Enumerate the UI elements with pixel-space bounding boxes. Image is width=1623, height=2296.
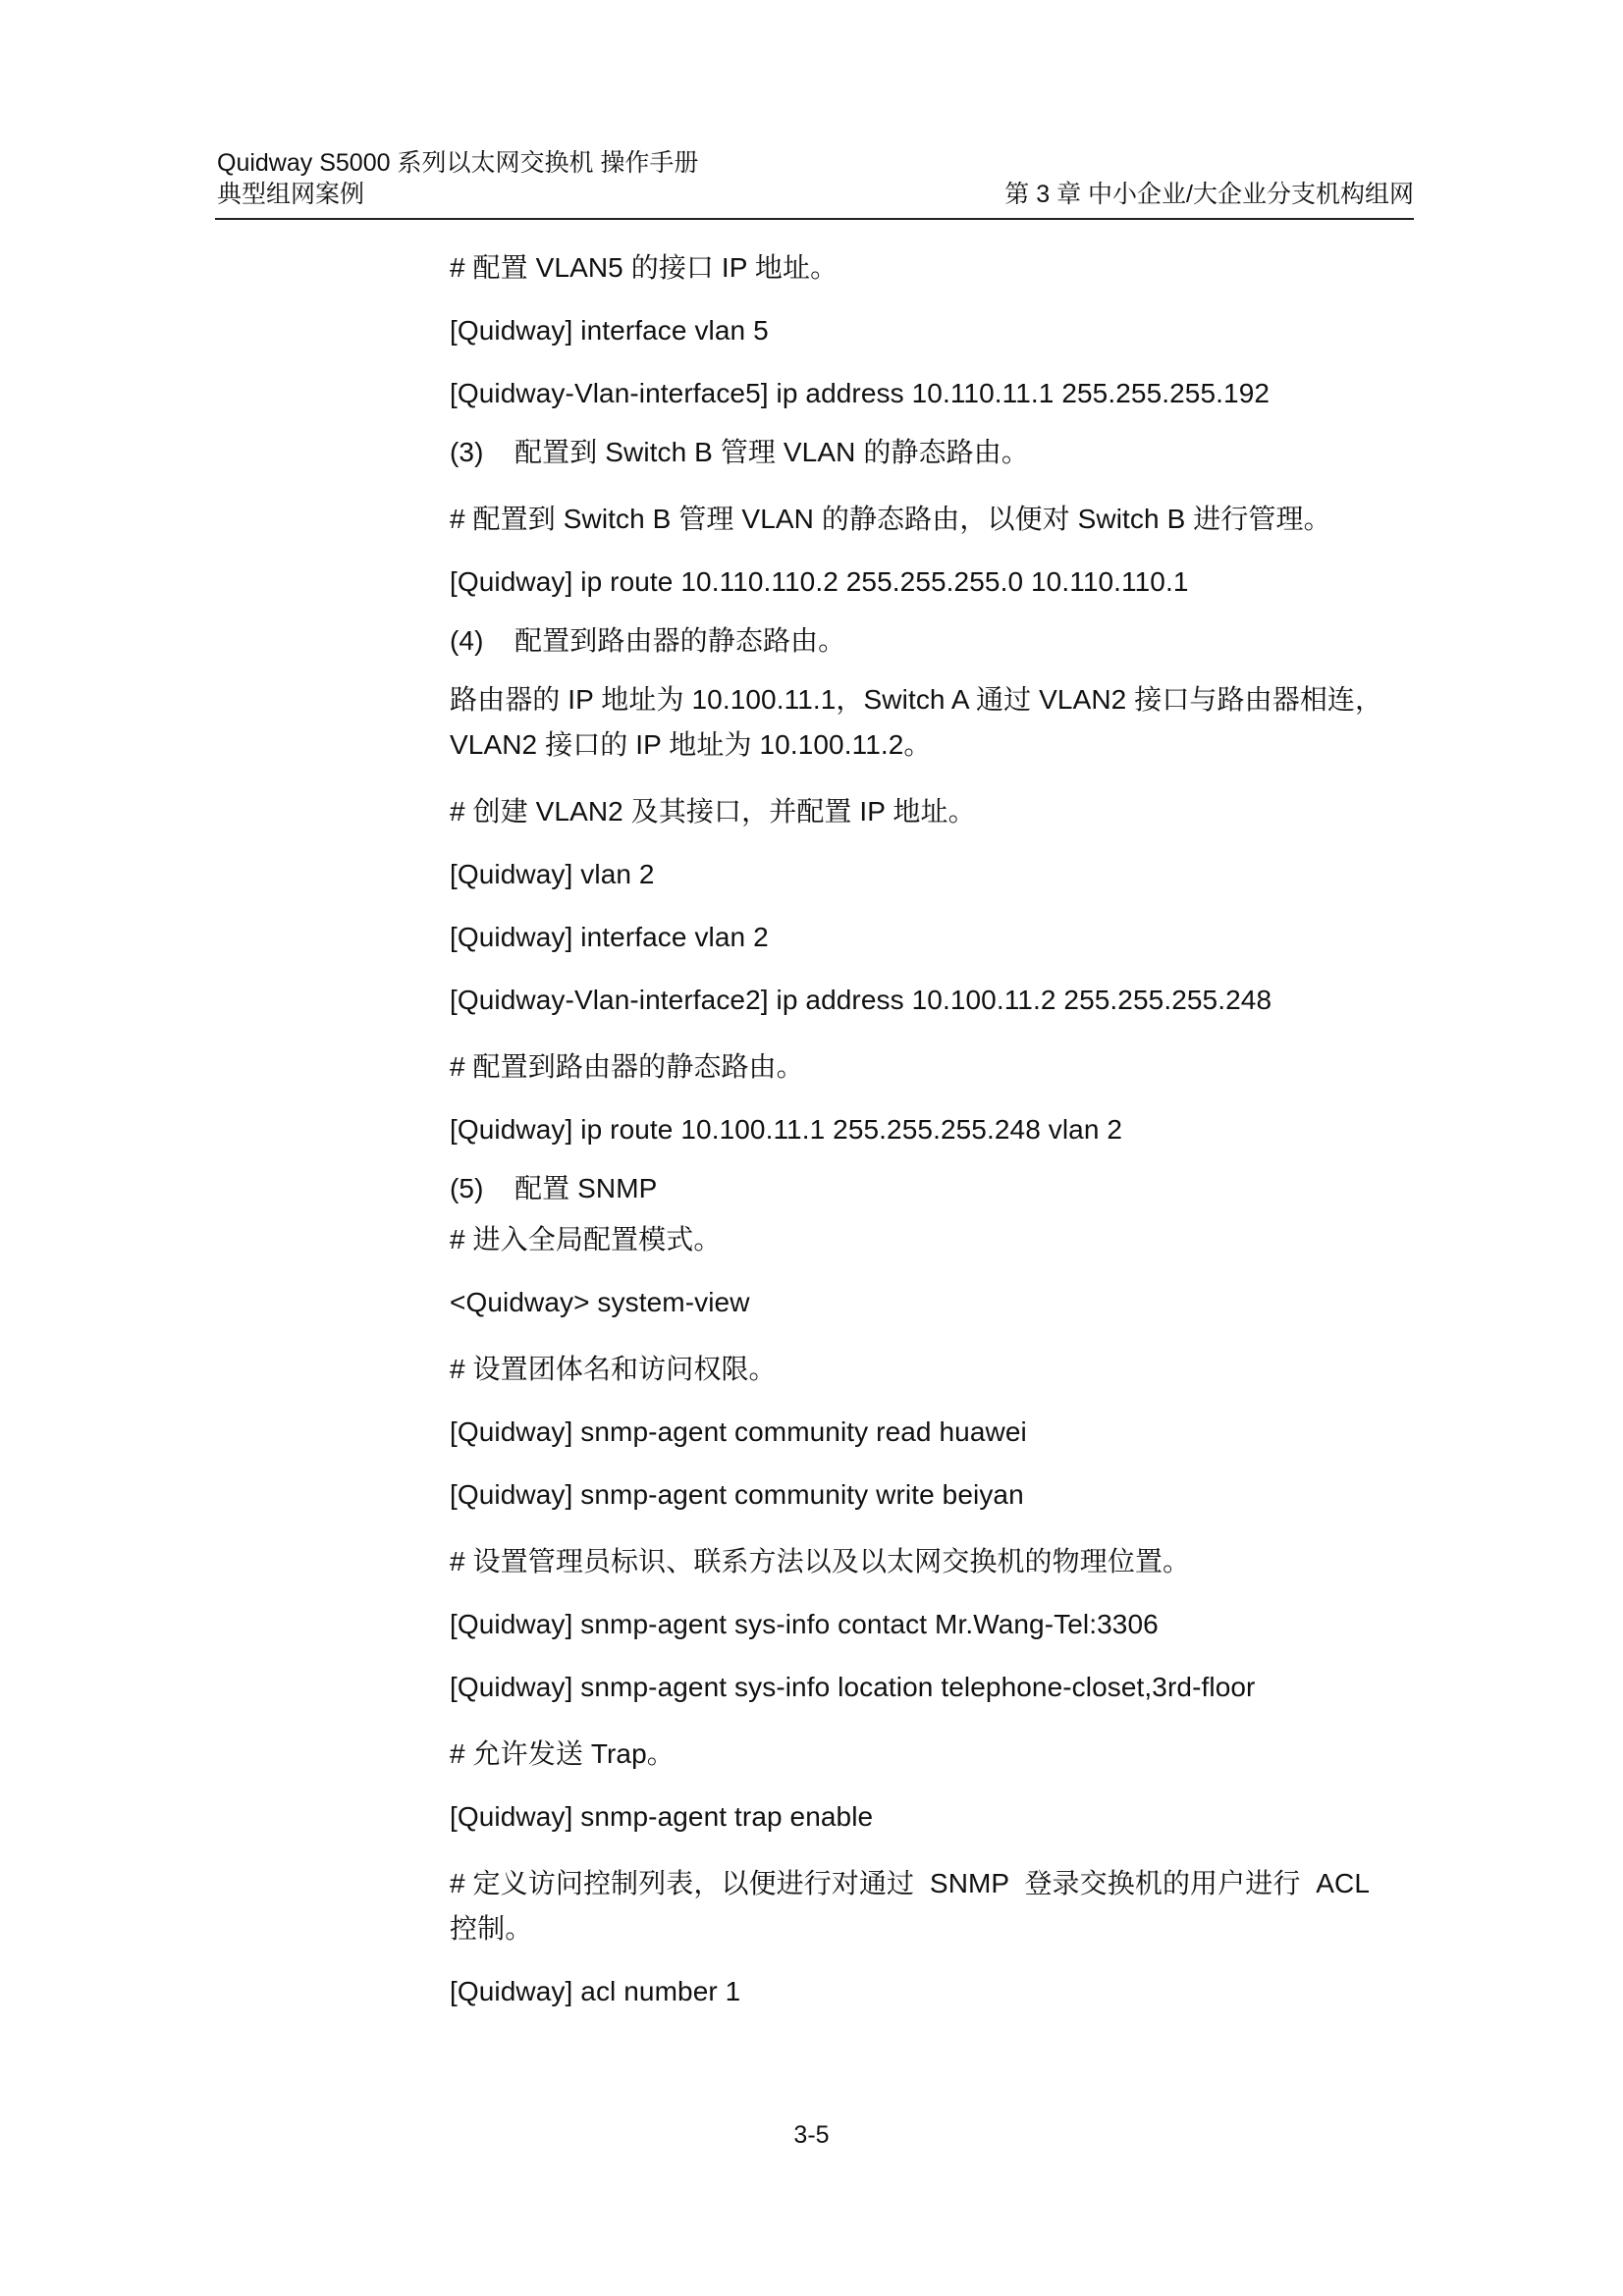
body-line: [Quidway] snmp-agent trap enable	[450, 1801, 874, 1832]
body-line: [Quidway-Vlan-interface2] ip address 10.100.11.2 255.255.255.248	[450, 985, 1272, 1015]
body-line: [Quidway] ip route 10.110.110.2 255.255.255.0 10.110.110.1	[450, 566, 1189, 597]
page-number: 3-5	[793, 2121, 830, 2149]
body-line: [Quidway] acl number 1	[450, 1976, 741, 2006]
body-line: # 设置团体名和访问权限。	[450, 1354, 777, 1384]
body-line: (4) 配置到路由器的静态路由。	[450, 625, 846, 656]
body-line: # 允许发送 Trap。	[450, 1738, 675, 1769]
body-line: <Quidway> system-view	[450, 1287, 750, 1317]
page-header	[215, 147, 1414, 218]
body-line: [Quidway] snmp-agent sys-info contact Mr.Wang-Tel:3306	[450, 1609, 1159, 1639]
body-line: VLAN2 接口的 IP 地址为 10.100.11.2。	[450, 729, 932, 760]
body-line: [Quidway] interface vlan 2	[450, 922, 769, 952]
document-body	[450, 251, 1416, 2008]
header-divider	[215, 218, 1414, 220]
body-line: [Quidway] snmp-agent community write beiyan	[450, 1479, 1024, 1510]
body-line: 控制。	[450, 1913, 533, 1944]
body-line: (3) 配置到 Switch B 管理 VLAN 的静态路由。	[450, 437, 1029, 467]
body-line: [Quidway] interface vlan 5	[450, 315, 769, 346]
body-line: [Quidway] snmp-agent community read huawei	[450, 1416, 1027, 1447]
body-line: # 定义访问控制列表，以便进行对通过 SNMP 登录交换机的用户进行 ACL	[450, 1868, 1370, 1898]
body-line: # 配置到路由器的静态路由。	[450, 1051, 804, 1082]
body-line: 路由器的 IP 地址为 10.100.11.1，Switch A 通过 VLAN2 接口与路由器相连，	[450, 684, 1383, 715]
body-line: [Quidway-Vlan-interface5] ip address 10.110.11.1 255.255.255.192	[450, 378, 1271, 408]
body-line: [Quidway] snmp-agent sys-info location telephone-closet,3rd-floor	[450, 1672, 1256, 1702]
body-line: [Quidway] vlan 2	[450, 859, 655, 889]
body-line: # 配置到 Switch B 管理 VLAN 的静态路由，以便对 Switch B 进行管理。	[450, 504, 1331, 534]
body-line: # 进入全局配置模式。	[450, 1224, 722, 1255]
body-line: (5) 配置 SNMP	[450, 1173, 658, 1203]
body-line: # 创建 VLAN2 及其接口，并配置 IP 地址。	[450, 796, 976, 827]
header-chapter-title: 第 3 章 中小企业/大企业分支机构组网	[1004, 181, 1414, 208]
body-line: # 配置 VLAN5 的接口 IP 地址。	[450, 252, 839, 283]
header-section-name: 典型组网案例	[217, 181, 365, 208]
body-line: # 设置管理员标识、联系方法以及以太网交换机的物理位置。	[450, 1546, 1191, 1576]
body-line: [Quidway] ip route 10.100.11.1 255.255.255.248 vlan 2	[450, 1114, 1123, 1145]
header-manual-title: Quidway S5000 系列以太网交换机 操作手册	[217, 149, 699, 177]
